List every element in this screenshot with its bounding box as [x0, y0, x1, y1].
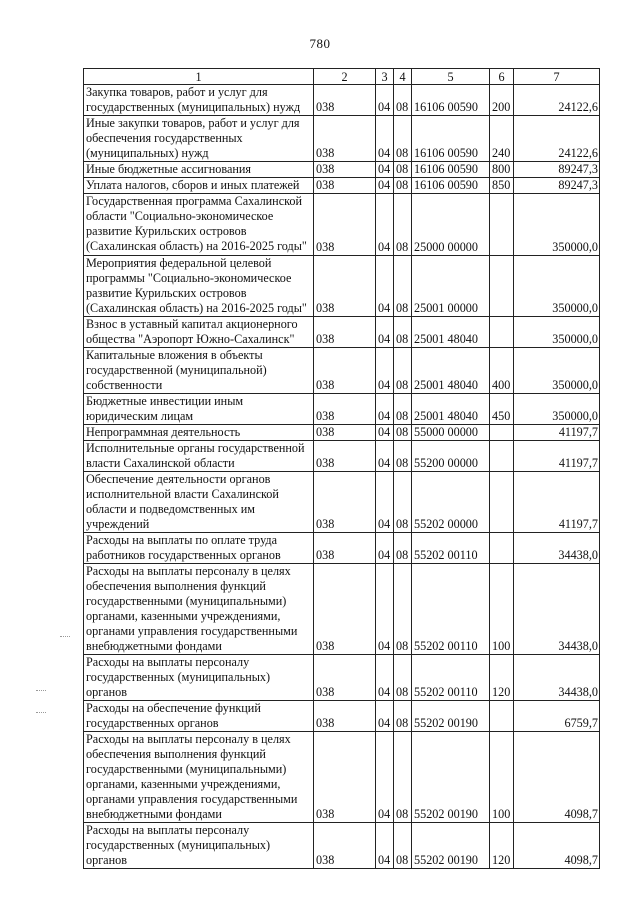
row-name-cell: Мероприятия федеральной целевой программы "Социально-экономическое развитие Курильских островов (Сахалинская область) на 2016-2025 годы" [84, 256, 314, 317]
row-subsection-code: 08 [394, 655, 412, 701]
row-expense-type-code: 850 [490, 178, 514, 194]
table-row [84, 256, 600, 317]
row-target-code: 16106 00590 [412, 162, 490, 178]
row-subsection-code: 08 [394, 425, 412, 441]
row-name-cell: Расходы на выплаты персоналу в целях обеспечения выполнения функций государственными (муниципальными) органами, казенными учреждениями, органами управления государственными внебюджетными фондами [84, 564, 314, 655]
row-ministry-code: 038 [314, 348, 376, 394]
row-amount: 350000,0 [514, 256, 600, 317]
row-amount: 350000,0 [514, 194, 600, 256]
row-name-cell: Иные закупки товаров, работ и услуг для обеспечения государственных (муниципальных) нужд [84, 116, 314, 162]
row-name-cell: Иные бюджетные ассигнования [84, 162, 314, 178]
row-name-cell: Расходы на выплаты персоналу в целях обеспечения выполнения функций государственными (муниципальными) органами, казенными учреждениями, органами управления государственными внебюджетными фондами [84, 732, 314, 823]
row-ministry-code: 038 [314, 472, 376, 533]
row-target-code: 25001 48040 [412, 394, 490, 425]
row-name-cell: Исполнительные органы государственной власти Сахалинской области [84, 441, 314, 472]
row-expense-type-code [490, 701, 514, 732]
table-header [84, 69, 600, 85]
row-subsection-code: 08 [394, 533, 412, 564]
row-expense-type-code: 200 [490, 85, 514, 116]
row-target-code: 25000 00000 [412, 194, 490, 256]
table-row [84, 178, 600, 194]
scan-mark [36, 712, 46, 713]
row-section-code: 04 [376, 162, 394, 178]
row-target-code: 55202 00110 [412, 564, 490, 655]
row-name-cell: Капитальные вложения в объекты государственной (муниципальной) собственности [84, 348, 314, 394]
row-subsection-code: 08 [394, 732, 412, 823]
scan-mark [36, 690, 46, 691]
row-ministry-code: 038 [314, 178, 376, 194]
row-name-cell: Бюджетные инвестиции иным юридическим лицам [84, 394, 314, 425]
row-amount: 24122,6 [514, 116, 600, 162]
table-row [84, 441, 600, 472]
row-subsection-code: 08 [394, 178, 412, 194]
row-subsection-code: 08 [394, 348, 412, 394]
row-section-code: 04 [376, 533, 394, 564]
row-expense-type-code: 100 [490, 732, 514, 823]
header-col-4: 4 [394, 69, 412, 85]
header-col-1: 1 [84, 69, 314, 85]
header-col-5: 5 [412, 69, 490, 85]
row-ministry-code: 038 [314, 317, 376, 348]
row-amount: 89247,3 [514, 178, 600, 194]
row-amount: 41197,7 [514, 472, 600, 533]
row-section-code: 04 [376, 85, 394, 116]
row-section-code: 04 [376, 178, 394, 194]
row-section-code: 04 [376, 194, 394, 256]
row-amount: 4098,7 [514, 732, 600, 823]
row-expense-type-code [490, 194, 514, 256]
row-target-code: 55000 00000 [412, 425, 490, 441]
row-target-code: 55202 00000 [412, 472, 490, 533]
row-section-code: 04 [376, 564, 394, 655]
row-subsection-code: 08 [394, 823, 412, 869]
row-expense-type-code: 450 [490, 394, 514, 425]
row-target-code: 55202 00190 [412, 823, 490, 869]
row-expense-type-code [490, 441, 514, 472]
row-subsection-code: 08 [394, 256, 412, 317]
row-target-code: 16106 00590 [412, 85, 490, 116]
row-subsection-code: 08 [394, 317, 412, 348]
row-section-code: 04 [376, 441, 394, 472]
row-amount: 34438,0 [514, 564, 600, 655]
row-expense-type-code: 240 [490, 116, 514, 162]
row-name-cell: Расходы на выплаты персоналу государственных (муниципальных) органов [84, 655, 314, 701]
row-target-code: 55202 00110 [412, 533, 490, 564]
row-ministry-code: 038 [314, 655, 376, 701]
row-name-cell: Государственная программа Сахалинской области "Социально-экономическое развитие Курильских островов (Сахалинская область) на 2016-2025 годы" [84, 194, 314, 256]
row-expense-type-code [490, 472, 514, 533]
row-ministry-code: 038 [314, 533, 376, 564]
budget-table [83, 68, 600, 869]
row-subsection-code: 08 [394, 472, 412, 533]
row-expense-type-code: 400 [490, 348, 514, 394]
row-target-code: 55202 00190 [412, 732, 490, 823]
row-amount: 350000,0 [514, 394, 600, 425]
row-section-code: 04 [376, 256, 394, 317]
row-subsection-code: 08 [394, 162, 412, 178]
row-amount: 34438,0 [514, 655, 600, 701]
row-subsection-code: 08 [394, 441, 412, 472]
row-ministry-code: 038 [314, 256, 376, 317]
header-col-7: 7 [514, 69, 600, 85]
row-ministry-code: 038 [314, 85, 376, 116]
header-col-2: 2 [314, 69, 376, 85]
table-row [84, 823, 600, 869]
page-number: 780 [309, 36, 331, 51]
row-ministry-code: 038 [314, 701, 376, 732]
row-expense-type-code [490, 256, 514, 317]
row-section-code: 04 [376, 425, 394, 441]
row-amount: 6759,7 [514, 701, 600, 732]
table-row [84, 394, 600, 425]
row-subsection-code: 08 [394, 701, 412, 732]
table-row [84, 162, 600, 178]
row-target-code: 25001 48040 [412, 317, 490, 348]
row-expense-type-code [490, 533, 514, 564]
row-subsection-code: 08 [394, 194, 412, 256]
row-expense-type-code: 800 [490, 162, 514, 178]
table-row [84, 732, 600, 823]
row-expense-type-code: 100 [490, 564, 514, 655]
row-target-code: 25001 00000 [412, 256, 490, 317]
row-section-code: 04 [376, 823, 394, 869]
table-row [84, 425, 600, 441]
table-body [84, 85, 600, 869]
row-section-code: 04 [376, 701, 394, 732]
row-name-cell: Расходы на выплаты персоналу государственных (муниципальных) органов [84, 823, 314, 869]
row-amount: 350000,0 [514, 348, 600, 394]
table-row [84, 564, 600, 655]
table-row [84, 348, 600, 394]
row-amount: 41197,7 [514, 441, 600, 472]
row-expense-type-code: 120 [490, 655, 514, 701]
row-ministry-code: 038 [314, 823, 376, 869]
row-name-cell: Закупка товаров, работ и услуг для государственных (муниципальных) нужд [84, 85, 314, 116]
row-ministry-code: 038 [314, 441, 376, 472]
table-row [84, 116, 600, 162]
row-ministry-code: 038 [314, 425, 376, 441]
table-row [84, 655, 600, 701]
row-subsection-code: 08 [394, 116, 412, 162]
table-row [84, 85, 600, 116]
table-row [84, 194, 600, 256]
row-subsection-code: 08 [394, 394, 412, 425]
row-name-cell: Расходы на обеспечение функций государственных органов [84, 701, 314, 732]
row-target-code: 55202 00110 [412, 655, 490, 701]
row-ministry-code: 038 [314, 194, 376, 256]
row-ministry-code: 038 [314, 116, 376, 162]
scan-mark [60, 636, 70, 637]
row-name-cell: Уплата налогов, сборов и иных платежей [84, 178, 314, 194]
row-section-code: 04 [376, 655, 394, 701]
row-subsection-code: 08 [394, 564, 412, 655]
row-section-code: 04 [376, 732, 394, 823]
header-col-3: 3 [376, 69, 394, 85]
row-section-code: 04 [376, 394, 394, 425]
header-col-6: 6 [490, 69, 514, 85]
row-amount: 41197,7 [514, 425, 600, 441]
row-target-code: 55202 00190 [412, 701, 490, 732]
row-amount: 89247,3 [514, 162, 600, 178]
table-row [84, 701, 600, 732]
row-expense-type-code: 120 [490, 823, 514, 869]
row-name-cell: Взнос в уставный капитал акционерного общества "Аэропорт Южно-Сахалинск" [84, 317, 314, 348]
row-amount: 34438,0 [514, 533, 600, 564]
table-row [84, 472, 600, 533]
row-name-cell: Обеспечение деятельности органов исполнительной власти Сахалинской области и подведомственных им учреждений [84, 472, 314, 533]
row-target-code: 25001 48040 [412, 348, 490, 394]
row-ministry-code: 038 [314, 732, 376, 823]
row-ministry-code: 038 [314, 564, 376, 655]
row-section-code: 04 [376, 317, 394, 348]
row-target-code: 55200 00000 [412, 441, 490, 472]
row-section-code: 04 [376, 348, 394, 394]
row-name-cell: Непрограммная деятельность [84, 425, 314, 441]
row-expense-type-code [490, 317, 514, 348]
row-subsection-code: 08 [394, 85, 412, 116]
row-section-code: 04 [376, 472, 394, 533]
table-row [84, 533, 600, 564]
row-target-code: 16106 00590 [412, 116, 490, 162]
table-row [84, 317, 600, 348]
row-name-cell: Расходы на выплаты по оплате труда работников государственных органов [84, 533, 314, 564]
row-amount: 24122,6 [514, 85, 600, 116]
row-section-code: 04 [376, 116, 394, 162]
row-amount: 4098,7 [514, 823, 600, 869]
row-ministry-code: 038 [314, 162, 376, 178]
row-amount: 350000,0 [514, 317, 600, 348]
row-ministry-code: 038 [314, 394, 376, 425]
row-target-code: 16106 00590 [412, 178, 490, 194]
row-expense-type-code [490, 425, 514, 441]
